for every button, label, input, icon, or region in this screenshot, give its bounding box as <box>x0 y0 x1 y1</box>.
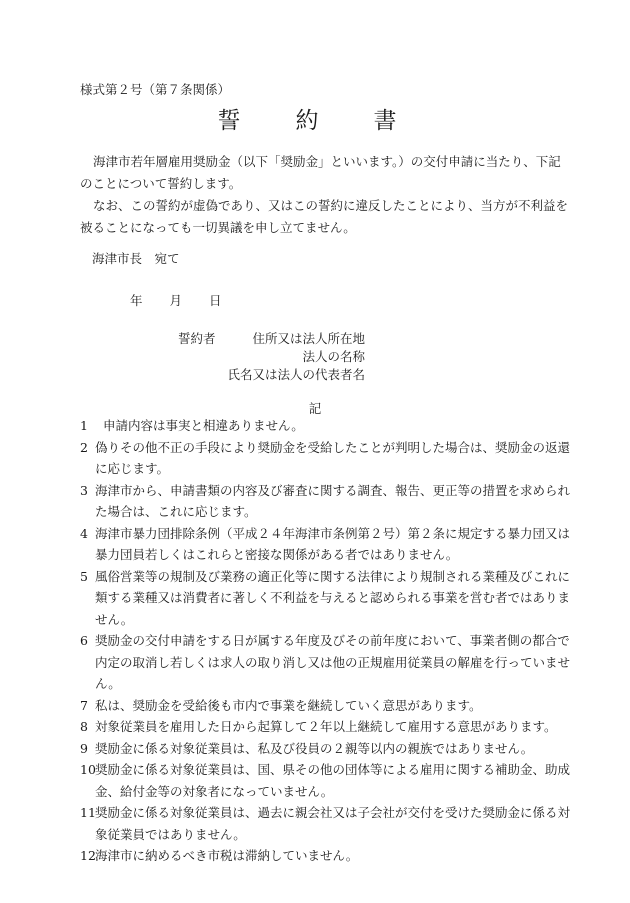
item-number: 8 <box>80 719 88 734</box>
signatory-address-field: 住所又は法人所在地 <box>252 331 365 346</box>
intro-paragraph: 海津市若年層雇用奨励金（以下「奨励金」といいます。）の交付申請に当たり、下記のことについて誓約します。 <box>80 154 561 191</box>
document-title: 誓 約 書 <box>217 108 413 134</box>
item-text: 海津市に納めるべき市税は滞納していません。 <box>95 848 359 863</box>
list-item <box>80 415 570 437</box>
item-number: 1 <box>80 418 88 433</box>
list-item <box>80 695 570 717</box>
item-number: 2 <box>80 439 88 455</box>
item-number: 10 <box>80 762 96 777</box>
item-text: 奨励金に係る対象従業員は、過去に親会社又は子会社が交付を受けた奨励金に係る対象従業員ではありません。 <box>95 805 571 842</box>
item-number: 6 <box>80 633 88 648</box>
item-text: 対象従業員を雇用した日から起算して２年以上継続して雇用する意思があります。 <box>95 719 557 734</box>
date-day: 日 <box>209 293 222 308</box>
signatory-representative-field: 氏名又は法人の代表者名 <box>227 367 365 382</box>
item-number: 12 <box>80 848 96 863</box>
item-number: 5 <box>80 568 88 584</box>
list-item <box>80 480 570 523</box>
item-text: 風俗営業等の規制及び業務の適正化等に関する法律により規制される業種及びこれに類する業種又は消費者に著しく不利益を与えると認められる事業を営む者ではありません。 <box>95 568 571 627</box>
list-item <box>80 845 570 867</box>
list-item <box>80 630 570 695</box>
signatory-label: 誓約者 <box>178 331 216 346</box>
item-text: 奨励金の交付申請をする日が属する年度及びその前年度において、事業者側の都合で内定の取消し若しくは求人の取り消し又は他の正規雇用従業員の解雇を行っていません。 <box>95 633 571 691</box>
item-text: 奨励金に係る対象従業員は、国、県その他の団体等による雇用に関する補助金、助成金、給付金等の対象者になっていません。 <box>95 762 571 799</box>
item-text: 私は、奨励金を受給後も市内で事業を継続していく意思があります。 <box>95 697 482 713</box>
ki-heading: 記 <box>308 401 322 416</box>
item-number: 11 <box>80 805 96 820</box>
list-item <box>80 523 570 566</box>
pledge-list <box>80 415 570 867</box>
item-text: 申請内容は事実と相違ありません。 <box>103 418 304 433</box>
signatory-name-field: 法人の名称 <box>302 349 365 364</box>
item-text: 偽りその他不正の手段により奨励金を受給したことが判明した場合は、奨励金の返還に応じます。 <box>95 439 571 476</box>
list-item <box>80 437 570 480</box>
item-number: 7 <box>80 697 88 713</box>
item-text: 奨励金に係る対象従業員は、私及び役員の２親等以内の親族ではありません。 <box>95 740 534 756</box>
list-item <box>80 802 570 845</box>
list-item <box>80 738 570 760</box>
intro-text <box>80 151 568 239</box>
item-text: 海津市暴力団排除条例（平成２４年海津市条例第２号）第２条に規定する暴力団又は暴力団員若しくはこれらと密接な関係がある者ではありません。 <box>95 525 571 562</box>
item-number: 4 <box>80 525 88 541</box>
date-month: 月 <box>169 293 183 308</box>
form-label: 様式第２号（第７条関係） <box>80 82 231 97</box>
date-year: 年 <box>130 293 143 308</box>
date-line <box>130 291 249 309</box>
addressee: 海津市長 宛て <box>92 251 180 266</box>
intro-paragraph: なお、この誓約が虚偽であり、又はこの誓約に違反したことにより、当方が不利益を被ることになっても一切異議を申し立てません。 <box>80 198 569 235</box>
item-number: 3 <box>80 482 88 498</box>
item-text: 海津市から、申請書類の内容及び審査に関する調査、報告、更正等の措置を求められた場合は、これに応じます。 <box>95 482 571 519</box>
list-item <box>80 759 570 802</box>
list-item <box>80 566 570 631</box>
list-item <box>80 716 570 738</box>
item-number: 9 <box>80 740 88 756</box>
